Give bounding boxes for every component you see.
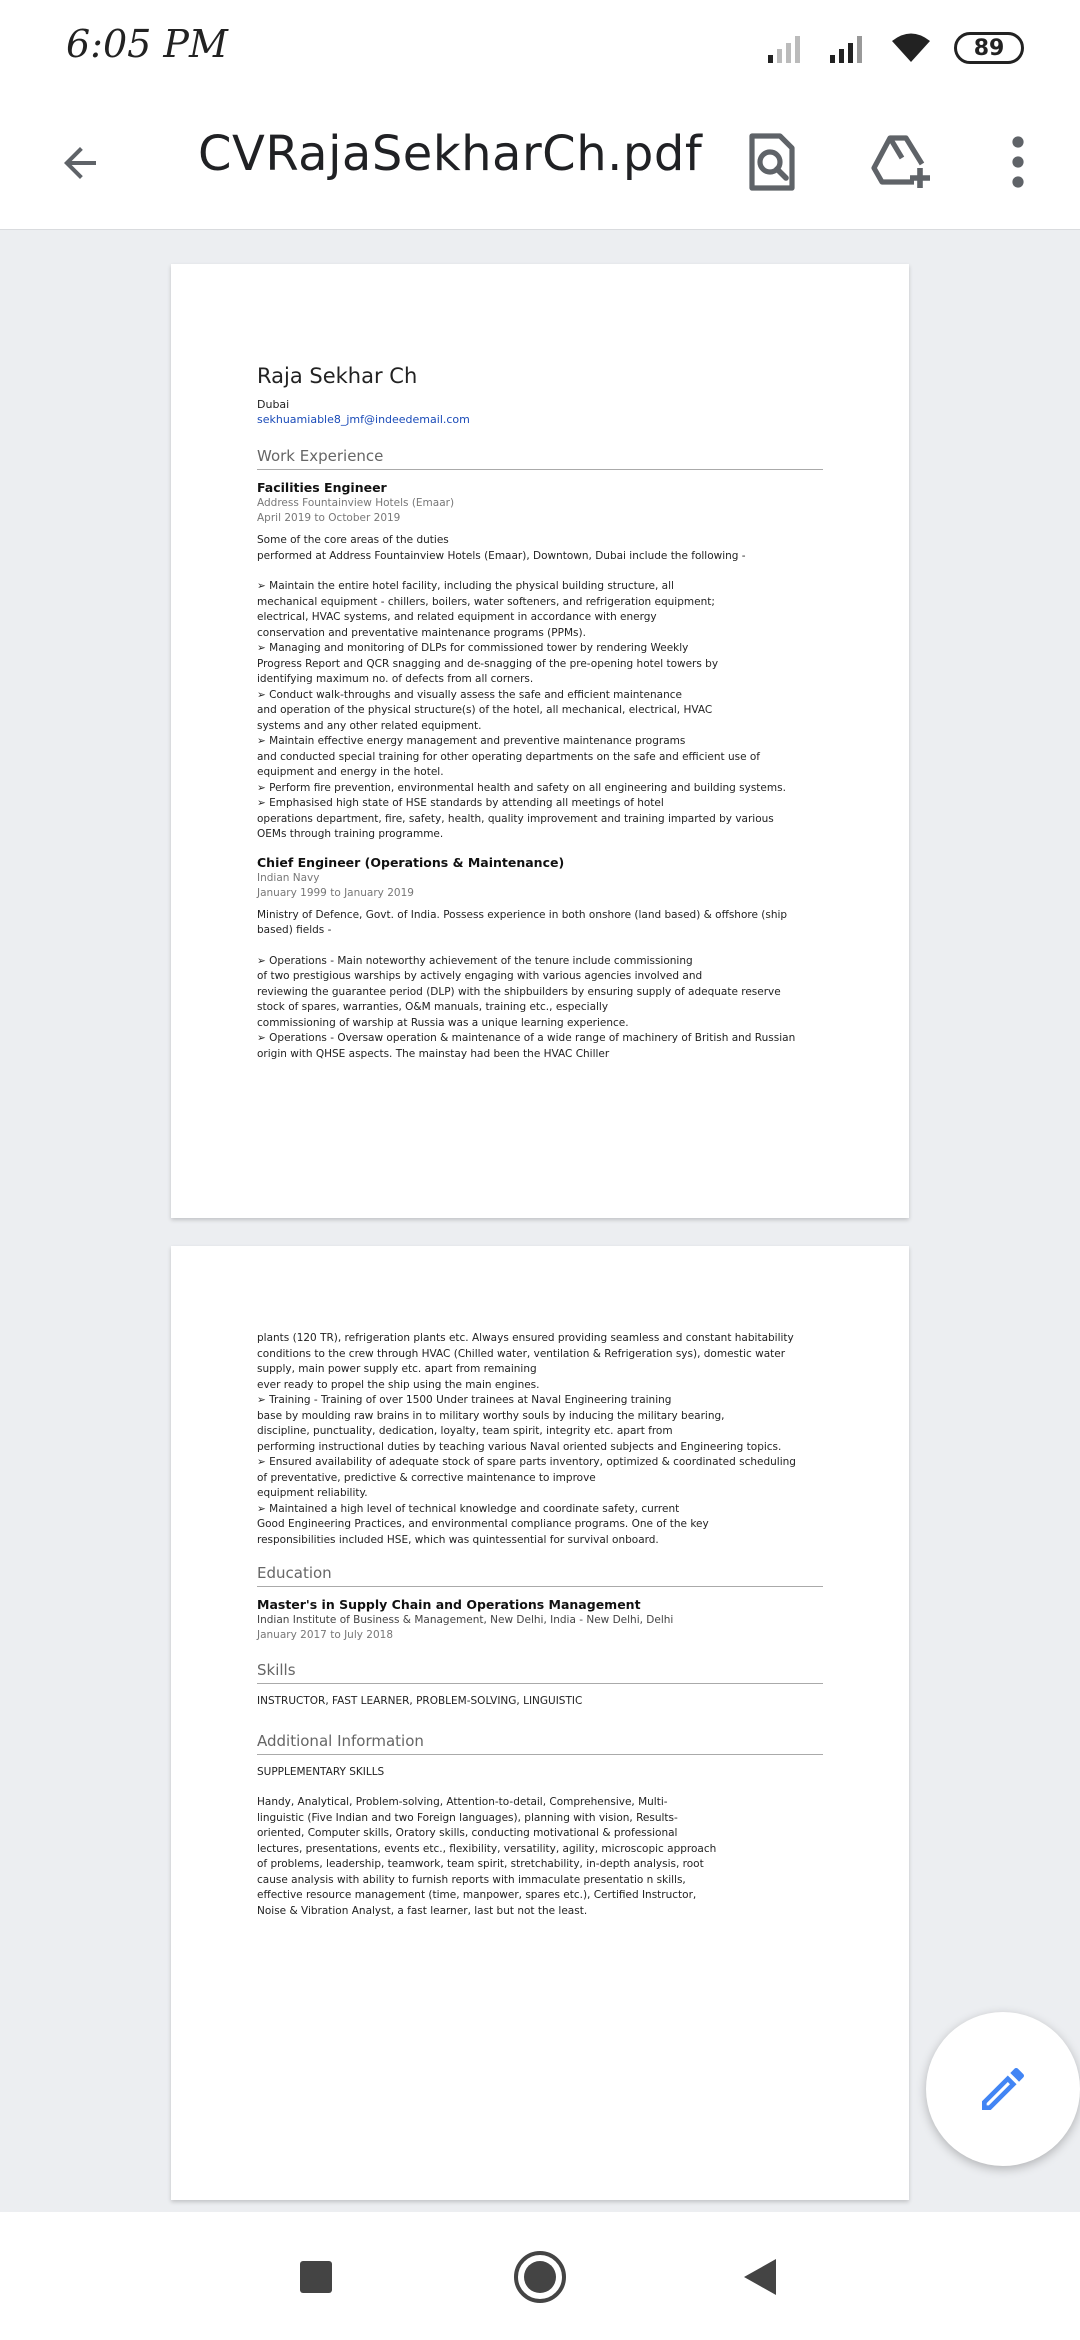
edit-fab-button[interactable] [926,2012,1080,2166]
education-dates: January 2017 to July 2018 [257,1629,394,1641]
job-1-title: Facilities Engineer [257,480,387,495]
job-2-bullets: ➢ Operations - Main noteworthy achievement of the tenure include commissioning of two prestigious warships by actively engaging with various agencies involved and reviewing the guarantee period (DLP) with the shipbuilders by ensuring supply of adequate reserve stock of spares, warranties, O&M manuals, training etc., especially commissioning of warship at Russia was a unique learning experience. ➢ Operations - Oversaw operation & maintenance of a wide range of machinery of British and Russian origin with QHSE aspects. The mainstay had been the HVAC Chiller [257,954,796,1060]
home-circle-icon [512,2249,568,2305]
job-2-intro: Ministry of Defence, Govt. of India. Possess experience in both onshore (land based) & offshore (ship based) fields - [257,908,788,936]
work-experience-heading: Work Experience [257,447,823,470]
job-2-title: Chief Engineer (Operations & Maintenance) [257,854,565,870]
arrow-back-icon [56,139,104,187]
app-bar [0,96,1080,230]
skills-heading: Skills [257,1661,823,1684]
battery-indicator [954,32,1024,64]
job-entry-2 [257,855,823,1063]
supplementary-skills-heading: SUPPLEMENTARY SKILLS [257,1765,385,1778]
job-2-company: Indian Navy [257,871,320,884]
status-bar [0,0,1080,96]
page-2-content [257,1330,823,1919]
recents-square-icon [298,2259,334,2295]
document-title: CVRajaSekharCh.pdf [198,126,703,182]
skills-list: INSTRUCTOR, FAST LEARNER, PROBLEM-SOLVING, LINGUISTIC [257,1695,583,1707]
pdf-page-2[interactable] [171,1246,909,2200]
pencil-icon [975,2061,1031,2117]
more-options-button[interactable] [982,126,1054,198]
cv-name: Raja Sekhar Ch [257,364,418,388]
pdf-page-1[interactable] [171,264,909,1218]
add-to-drive-icon [870,134,934,190]
education-school: Indian Institute of Business & Management, New Delhi, India - New Delhi, Delhi [257,1614,674,1626]
job-2-continued: plants (120 TR), refrigeration plants etc. Always ensured providing seamless and constant habitability conditions to the crew through HVAC (Chilled water, ventilation & Refrigeration sys), domestic water supply, main power supply etc. apart from remaining ever ready to propel the ship using the main engines. ➢ Training - Training of over 1500 Under trainees at Naval Engineering training base by moulding raw brains in to military worthy souls by inducing the military bearing, discipline, punctuality, dedication, loyalty, team spirit, integrity etc. apart from performing instructional duties by teaching various Naval oriented subjects and Engineering topics. ➢ Ensured availability of adequate stock of spare parts inventory, optimized & coordinated scheduling of preventative, predictive & corrective maintenance to improve equipment reliability. ➢ Maintained a high level of technical knowledge and coordinate safety, current Good Engineering Practices, and environmental compliance programs. One of the key responsibilities included HSE, which was quintessential for survival onboard. [257,1332,796,1546]
find-in-page-icon [744,132,800,192]
signal-icon [766,33,806,63]
page-1-content [257,364,823,1062]
status-time: 6:05 PM [66,22,228,66]
status-icons [766,30,1024,66]
battery-level: 89 [973,35,1005,61]
system-navigation-bar [0,2212,1080,2340]
education-degree: Master's in Supply Chain and Operations Management [257,1597,641,1612]
wifi-icon [890,32,932,64]
cv-city: Dubai [257,398,290,411]
job-1-intro: Some of the core areas of the duties performed at Address Fountainview Hotels (Emaar), Downtown, Dubai include the following - [257,534,746,562]
find-in-document-button[interactable] [736,126,808,198]
job-entry-1 [257,480,823,843]
job-1-bullets: ➢ Maintain the entire hotel facility, including the physical building structure, all mechanical equipment - chillers, boilers, water softeners, and refrigeration equipment; electrical, HVAC systems, and related equipment in accordance with energy conservation and preventative maintenance programs (PPMs). ➢ Managing and monitoring of DLPs for commissioned tower by rendering Weekly Progress Report and QCR snagging and de-snagging of the pre-opening hotel towers by identifying maximum no. of defects from all corners. ➢ Conduct walk-throughs and visually assess the safe and efficient maintenance and operation of the physical structure(s) of the hotel, all mechanical, electrical, HVAC systems and any other related equipment. ➢ Maintain effective energy management and preventive maintenance programs and conducted special training for other operating departments on the safe and efficient use of equipment and energy in the hotel. ➢ Perform fire prevention, environmental health and safety on all engineering and building systems. ➢ Emphasised high state of HSE standards by attending all meetings of hotel operations department, fire, safety, health, quality improvement and training imparted by various OEMs through training programme. [257,580,786,840]
job-1-dates: April 2019 to October 2019 [257,512,401,524]
job-2-dates: January 1999 to January 2019 [257,886,414,899]
additional-info-heading: Additional Information [257,1732,823,1755]
signal-icon-2 [828,33,868,63]
education-heading: Education [257,1564,823,1587]
more-vert-icon [1008,136,1028,188]
cv-email-link[interactable]: sekhuamiable8_jmf@indeedemail.com [257,413,470,426]
back-triangle-icon [740,2255,780,2299]
add-to-drive-button[interactable] [866,126,938,198]
back-button[interactable] [48,131,112,195]
home-button[interactable] [505,2242,575,2312]
recents-button[interactable] [281,2242,351,2312]
supplementary-skills-text: Handy, Analytical, Problem-solving, Attention-to-detail, Comprehensive, Multi- linguistic (Five Indian and two Foreign languages), planning with vision, Results- oriented, Computer skills, Oratory skills, conducting motivational & professional lectures, presentations, events etc., flexibility, versatility, agility, microscopic approach of problems, leadership, teamwork, team spirit, stretchability, in-depth analysis, root cause analysis with ability to furnish reports with immaculate presentatio n skills, effective resource management (time, manpower, spares etc.), Certified Instructor, Noise & Vibration Analyst, a fast learner, last but not the least. [257,1796,717,1917]
back-nav-button[interactable] [725,2242,795,2312]
job-1-company: Address Fountainview Hotels (Emaar) [257,497,455,509]
